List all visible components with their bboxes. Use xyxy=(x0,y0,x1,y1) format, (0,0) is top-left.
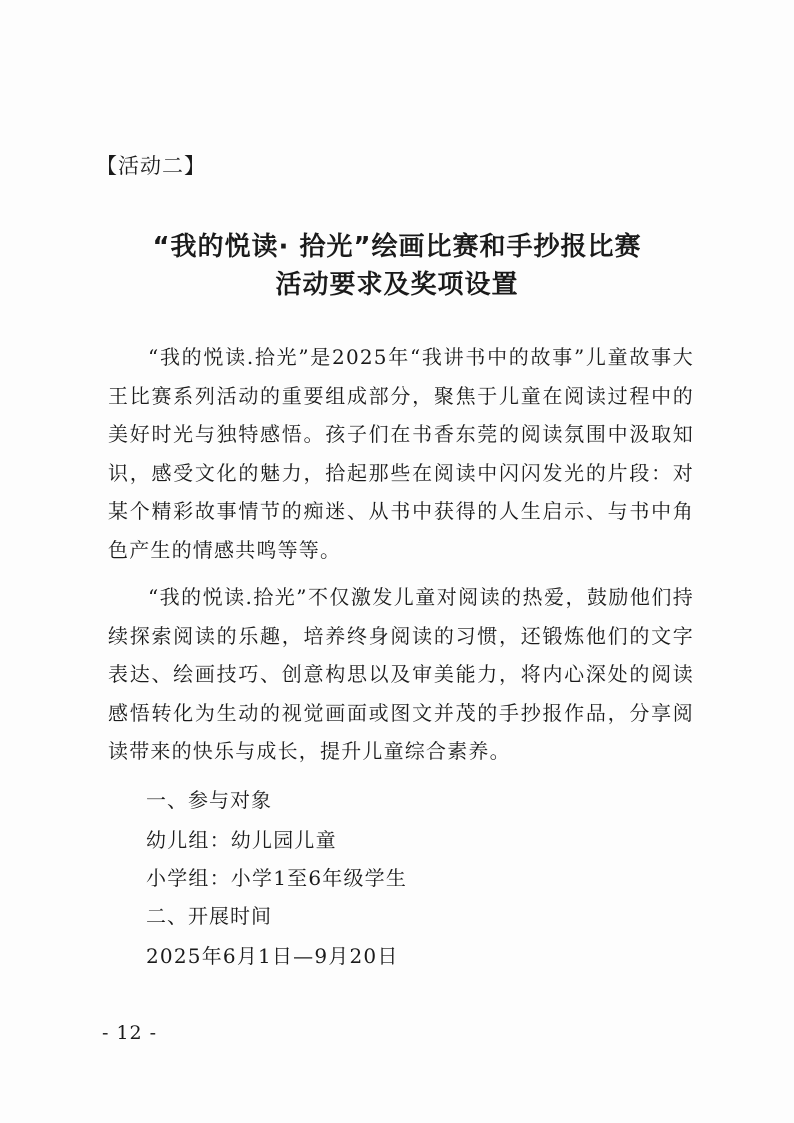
body-paragraph-2: “我的悦读.拾光”不仅激发儿童对阅读的热爱，鼓励他们持续探索阅读的乐趣，培养终身阅读的习惯，还锻炼他们的文字表达、绘画技巧、创意构思以及审美能力，将内心深处的阅读感悟转化为生动的视觉画面或图文并茂的手抄报作品，分享阅读带来的快乐与成长，提升儿童综合素养。 xyxy=(108,585,694,764)
document-title-line-2: 活动要求及奖项设置 xyxy=(275,270,519,300)
page-number: - 12 - xyxy=(102,1022,158,1044)
body-paragraph-1: “我的悦读.拾光”是2025年“我讲书中的故事”儿童故事大王比赛系列活动的重要组成部分，聚焦于儿童在阅读过程中的美好时光与独特感悟。孩子们在书香东莞的阅读氛围中汲取知识，感受文化的魅力，拾起那些在阅读中闪闪发光的片段：对某个精彩故事情节的痴迷、从书中获得的人生启示、与书中角色产生的情感共鸣等等。 xyxy=(108,345,694,562)
activity-tag: 【活动二】 xyxy=(96,154,206,178)
schedule-dates: 2025年6月1日—9月20日 xyxy=(146,944,399,968)
section-heading-schedule: 二、开展时间 xyxy=(146,904,272,928)
participant-group-kindergarten: 幼儿组：幼儿园儿童 xyxy=(146,828,337,852)
participant-group-primary: 小学组：小学1至6年级学生 xyxy=(146,866,408,890)
section-heading-participants: 一、参与对象 xyxy=(146,788,272,812)
document-title-line-1: “我的悦读· 拾光”绘画比赛和手抄报比赛 xyxy=(152,232,642,262)
